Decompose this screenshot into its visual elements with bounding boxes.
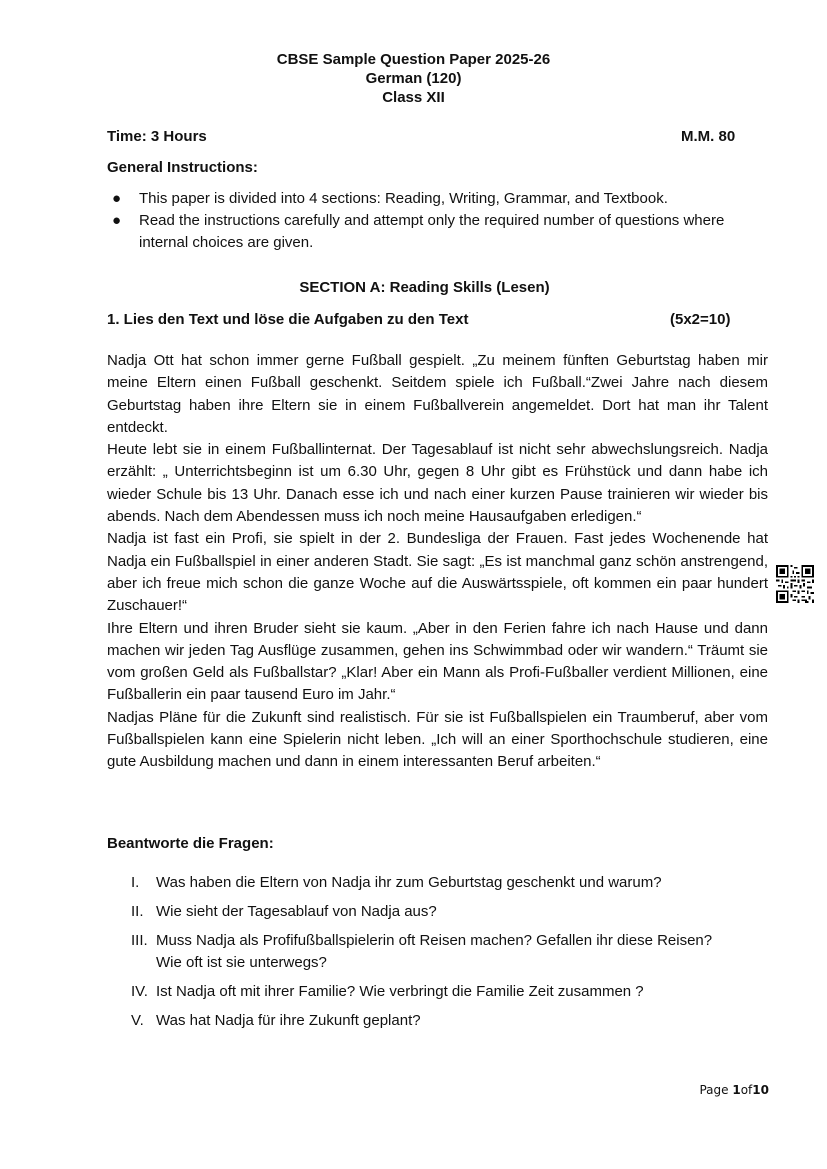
list-item: [131, 872, 751, 894]
instruction-item: [112, 188, 752, 210]
page-label: Page: [699, 1083, 733, 1097]
paper-title: CBSE Sample Question Paper 2025-26: [276, 51, 551, 68]
question-number: V.: [131, 1012, 144, 1029]
max-marks-label: M.M. 80: [681, 128, 736, 145]
passage-paragraph: Nadja ist fast ein Profi, sie spielt in der 2. Bundesliga der Frauen. Fast jedes Wochenende hat Nadja ein Fußballspiel in einer anderen Stadt. Sie sagt: „Es ist manchmal ganz schön anstrengend, aber ich freue mich schon die ganze Woche auf die Auswärtsspiele, oft kommen ein paar hundert Zuschauer!“: [107, 530, 768, 615]
page-of-label: of: [740, 1083, 753, 1097]
instruction-text: Read the instructions carefully and attempt only the required number of questions where internal choices are given.: [139, 212, 725, 251]
question-text: Muss Nadja als Profifußballspielerin oft Reisen machen? Gefallen ihr diese Reisen? Wie oft ist sie unterwegs?: [156, 932, 713, 971]
passage-paragraph: Nadjas Pläne für die Zukunft sind realistisch. Für sie ist Fußballspielen ein Traumberuf, aber vom Fußballspielen kann eine Spielerin nicht leben. „Ich will an einer Sporthochschule studieren, eine gute Ausbildung machen und dann in einem interessanten Beruf arbeiten.“: [107, 708, 768, 771]
question-text: Was hat Nadja für ihre Zukunft geplant?: [156, 1012, 421, 1029]
time-label: Time: 3 Hours: [107, 128, 207, 145]
instructions-heading: General Instructions:: [107, 159, 258, 176]
question-text: Wie sieht der Tagesablauf von Nadja aus?: [156, 903, 437, 920]
page-total: 10: [752, 1083, 769, 1097]
instructions-list: [112, 188, 752, 254]
question-number: IV.: [131, 983, 148, 1000]
question-text: Ist Nadja oft mit ihrer Familie? Wie verbringt die Familie Zeit zusammen ?: [156, 983, 644, 1000]
qr-code-icon: [776, 565, 814, 603]
bullet-icon: ●: [112, 190, 122, 207]
section-a-heading: SECTION A: Reading Skills (Lesen): [299, 279, 550, 296]
page-number: 1: [732, 1083, 741, 1097]
passage-paragraph: Heute lebt sie in einem Fußballinternat. Der Tagesablauf ist nicht sehr abwechslungsreich. Nadja erzählt: „ Unterrichtsbeginn ist um 6.30 Uhr, gegen 8 Uhr gibt es Frühstück und dann habe ich wieder Schule bis 13 Uhr. Danach esse ich und nach einer kurzen Pause trainieren wir wieder bis abends. Nach dem Abendessen muss ich noch meine Hausaufgaben erledigen.“: [107, 441, 768, 526]
list-item: [131, 930, 751, 974]
question-1-marks: (5x2=10): [670, 311, 731, 328]
question-list: [131, 872, 751, 1039]
list-item: [131, 1010, 751, 1032]
question-number: I.: [131, 874, 140, 891]
list-item: [131, 981, 751, 1003]
list-item: [131, 901, 751, 923]
paper-class: Class XII: [382, 89, 445, 106]
question-text: Was haben die Eltern von Nadja ihr zum Geburtstag geschenkt und warum?: [156, 874, 662, 891]
page-footer: [699, 1083, 769, 1097]
instruction-item: [112, 210, 752, 254]
paper-subject: German (120): [365, 70, 462, 87]
reading-passage: [107, 350, 768, 774]
questions-heading: Beantworte die Fragen:: [107, 835, 274, 852]
question-number: II.: [131, 903, 144, 920]
instruction-text: This paper is divided into 4 sections: Reading, Writing, Grammar, and Textbook.: [139, 190, 668, 207]
bullet-icon: ●: [112, 212, 122, 229]
question-1-title: 1. Lies den Text und löse die Aufgaben zu den Text: [107, 311, 469, 328]
passage-paragraph: Ihre Eltern und ihren Bruder sieht sie kaum. „Aber in den Ferien fahre ich nach Hause und dann machen wir jeden Tag Ausflüge zusammen, gehen ins Schwimmbad oder wir wandern.“ Träumt sie vom großen Geld als Fußballstar? „Klar! Aber ein Mann als Profi-Fußballer verdient Millionen, eine Fußballerin ein paar tausend Euro im Jahr.“: [107, 619, 768, 704]
passage-paragraph: Nadja Ott hat schon immer gerne Fußball gespielt. „Zu meinem fünften Geburtstag haben mir meine Eltern einen Fußball geschenkt. Seitdem spiele ich Fußball.“Zwei Jahre nach diesem Geburtstag haben ihre Eltern sie in einem Fußballverein angemeldet. Dort hat man ihr Talent entdeckt.: [107, 352, 768, 436]
question-number: III.: [131, 932, 148, 949]
